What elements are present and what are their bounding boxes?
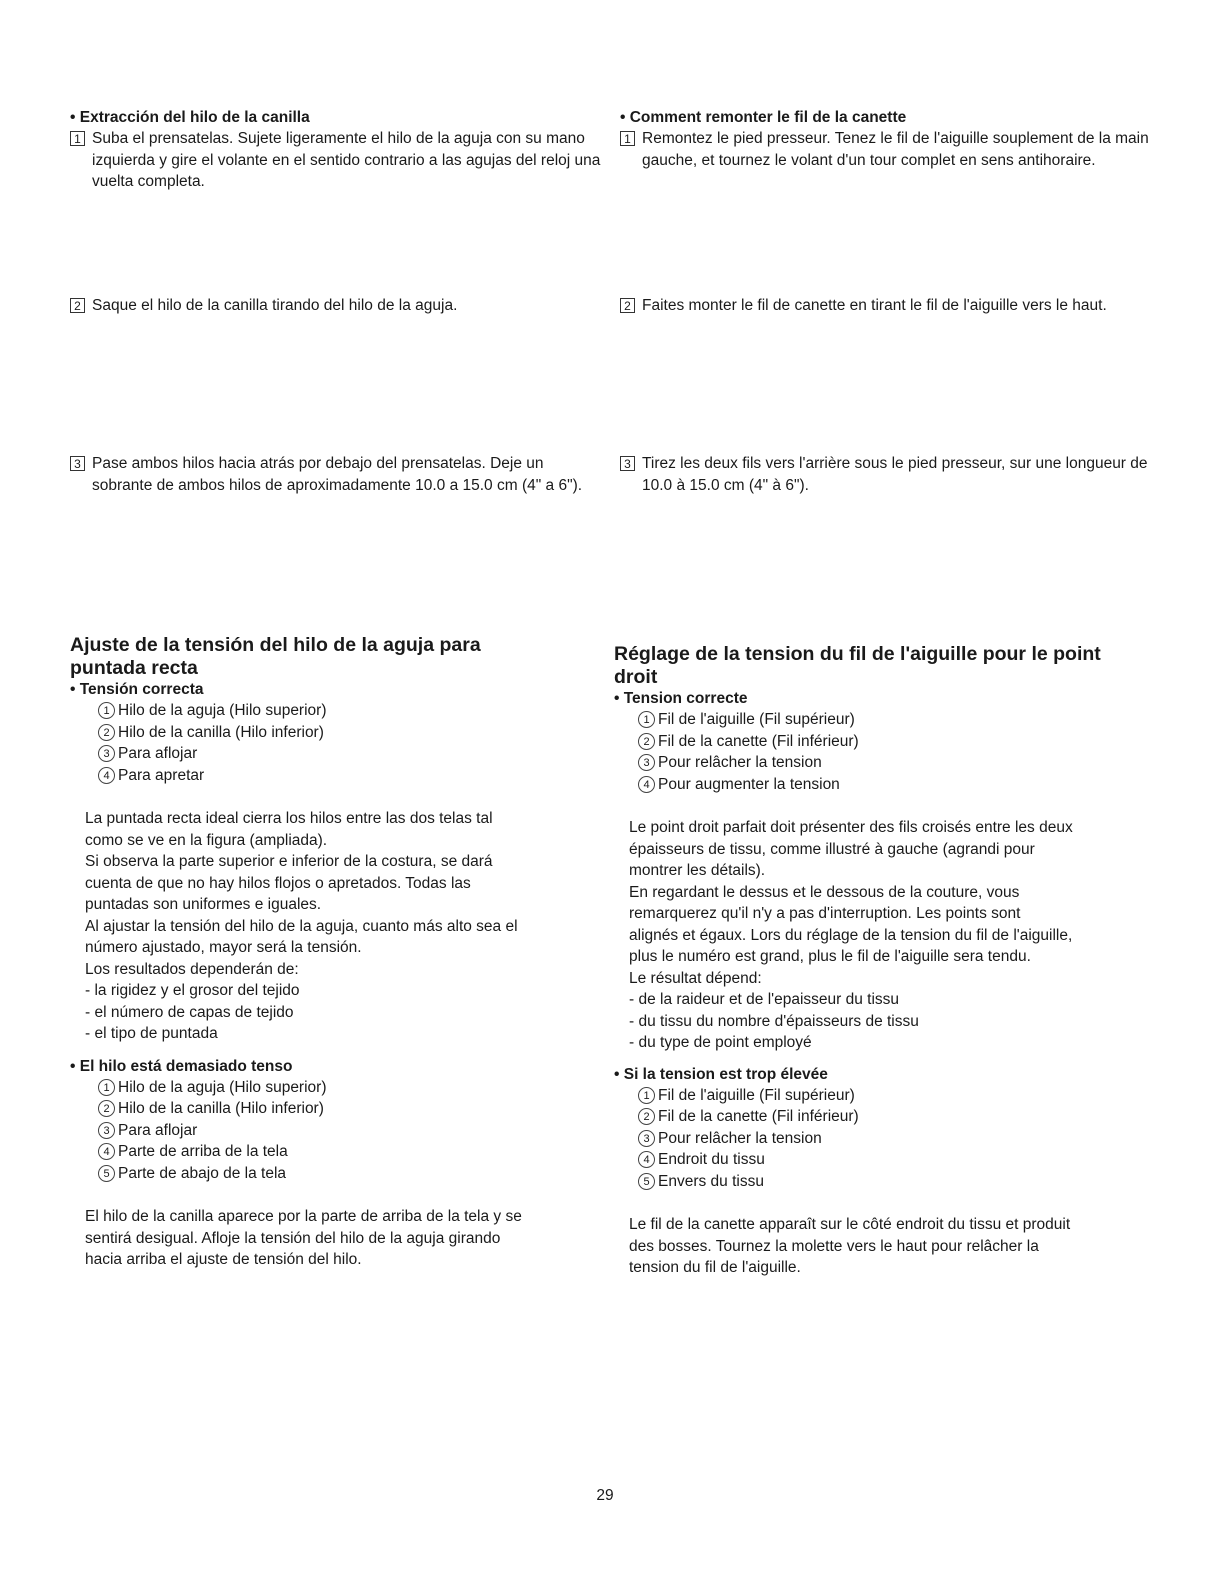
item-number-circle: 1 — [98, 1079, 115, 1096]
step-3-es-block — [70, 453, 605, 496]
item-text: Parte de arriba de la tela — [118, 1143, 288, 1160]
list-item — [98, 1077, 590, 1099]
too-tight-text-es — [70, 1206, 590, 1271]
step-text: Pase ambos hilos hacia atrás por debajo del prensatelas. Deje un sobrante de ambos hilos de aproximadamente 10.0 a 15.0 cm (4" a 6"). — [92, 455, 583, 494]
step-number-box: 1 — [620, 131, 635, 146]
list-item — [638, 1149, 1154, 1171]
paragraph-line: hacia arriba el ajuste de tensión del hilo. — [85, 1251, 362, 1268]
step-2-es-block — [70, 295, 605, 317]
paragraph-line: Le résultat dépend: — [629, 969, 762, 987]
tension-section-fr — [614, 643, 1154, 1279]
paragraph-line: La puntada recta ideal cierra los hilos entre las dos telas tal — [85, 810, 493, 827]
correct-tension-text-fr — [614, 817, 1154, 1054]
correct-tension-list-fr — [614, 709, 1154, 795]
item-text: Fil de la canette (Fil inférieur) — [658, 732, 859, 750]
list-item — [98, 1163, 590, 1185]
item-number-circle: 2 — [638, 733, 655, 750]
paragraph-line: Le fil de la canette apparaît sur le côté endroit du tissu et produit — [629, 1216, 1071, 1233]
item-number-circle: 5 — [98, 1165, 115, 1182]
paragraph-line: - du type de point employé — [629, 1034, 812, 1051]
paragraph-line: - du tissu du nombre d'épaisseurs de tissu — [629, 1012, 919, 1030]
item-number-circle: 4 — [638, 776, 655, 793]
paragraph-line: Los resultados dependerán de: — [85, 960, 299, 978]
paragraph-line: - de la raideur et de l'epaisseur du tissu — [629, 991, 900, 1008]
paragraph-line: número ajustado, mayor será la tensión. — [85, 939, 362, 956]
item-number-circle: 2 — [98, 724, 115, 741]
paragraph-line: Le point droit parfait doit présenter des fils croisés entre les deux — [629, 819, 1073, 836]
paragraph-line: épaisseurs de tissu, comme illustré à gauche (agrandi pour — [629, 840, 1035, 858]
paragraph-line: - el tipo de puntada — [85, 1025, 218, 1042]
item-number-circle: 1 — [638, 711, 655, 728]
item-number-circle: 4 — [98, 767, 115, 784]
item-number-circle: 2 — [98, 1100, 115, 1117]
item-number-circle: 1 — [98, 702, 115, 719]
section-heading-es: Ajuste de la tensión del hilo de la aguja para puntada recta — [70, 634, 481, 679]
extraction-title-fr: • Comment remonter le fil de la canette — [620, 109, 907, 126]
step-text: Suba el prensatelas. Sujete ligeramente el hilo de la aguja con su mano izquierda y gire el volante en el sentido contrario a las agujas del reloj una vuelta completa. — [92, 130, 601, 190]
tension-section-es — [70, 634, 590, 1271]
step-number-box: 2 — [620, 298, 635, 313]
paragraph-line: tension du fil de l'aiguille. — [629, 1259, 801, 1276]
item-text: Para aflojar — [118, 1121, 198, 1139]
correct-tension-text-es — [70, 808, 590, 1045]
too-tight-text-fr — [614, 1214, 1154, 1279]
paragraph-line: como se ve en la figura (ampliada). — [85, 831, 328, 849]
item-number-circle: 4 — [638, 1151, 655, 1168]
item-number-circle: 2 — [638, 1108, 655, 1125]
extraction-section-fr — [620, 108, 1155, 171]
item-text: Hilo de la canilla (Hilo inferior) — [118, 1100, 324, 1117]
paragraph-line: Al ajustar la tensión del hilo de la aguja, cuanto más alto sea el — [85, 917, 518, 935]
step-2-fr-block — [620, 295, 1155, 317]
correct-tension-title-fr: • Tension correcte — [614, 690, 748, 707]
list-item — [638, 1128, 1154, 1150]
item-text: Hilo de la aguja (Hilo superior) — [118, 1078, 327, 1096]
item-text: Para aflojar — [118, 745, 198, 762]
item-number-circle: 1 — [638, 1087, 655, 1104]
paragraph-line: remarquerez qu'il n'y a pas d'interruption. Les points sont — [629, 905, 1021, 922]
paragraph-line: El hilo de la canilla aparece por la parte de arriba de la tela y se — [85, 1208, 522, 1225]
item-number-circle: 3 — [638, 754, 655, 771]
list-item — [98, 1098, 590, 1120]
correct-tension-title-es: • Tensión correcta — [70, 681, 204, 698]
step-3-es — [70, 453, 605, 496]
paragraph-line: plus le numéro est grand, plus le fil de l'aiguille sera tendu. — [629, 948, 1031, 965]
item-text: Pour relâcher la tension — [658, 1129, 822, 1147]
list-item — [98, 700, 590, 722]
list-item — [638, 1085, 1154, 1107]
item-text: Hilo de la aguja (Hilo superior) — [118, 702, 327, 719]
step-text: Faites monter le fil de canette en tirant le fil de l'aiguille vers le haut. — [642, 297, 1107, 314]
section-heading-fr: Réglage de la tension du fil de l'aiguille pour le point droit — [614, 643, 1101, 688]
step-number-box: 2 — [70, 298, 85, 313]
item-number-circle: 3 — [98, 1122, 115, 1139]
extraction-title-es: • Extracción del hilo de la canilla — [70, 109, 310, 126]
paragraph-line: En regardant le dessus et le dessous de la couture, vous — [629, 883, 1020, 901]
item-text: Endroit du tissu — [658, 1151, 765, 1168]
step-1-es — [70, 128, 605, 193]
paragraph-line: cuenta de que no hay hilos flojos o apretados. Todas las — [85, 874, 471, 892]
step-1-fr — [620, 128, 1155, 171]
too-tight-title-fr: • Si la tension est trop élevée — [614, 1065, 828, 1083]
too-tight-list-fr — [614, 1085, 1154, 1193]
list-item — [638, 731, 1154, 753]
paragraph-line: alignés et égaux. Lors du réglage de la tension du fil de l'aiguille, — [629, 926, 1073, 944]
list-item — [98, 765, 590, 787]
list-item — [638, 774, 1154, 796]
step-text: Remontez le pied presseur. Tenez le fil de l'aiguille souplement de la main gauche, et tournez le volant d'un tour complet en sens antihoraire. — [642, 130, 1149, 169]
item-number-circle: 3 — [638, 1130, 655, 1147]
item-text: Envers du tissu — [658, 1172, 764, 1190]
paragraph-line: montrer les détails). — [629, 862, 766, 879]
step-number-box: 3 — [620, 456, 635, 471]
paragraph-line: sentirá desigual. Afloje la tensión del hilo de la aguja girando — [85, 1229, 501, 1247]
step-number-box: 3 — [70, 456, 85, 471]
extraction-section-es — [70, 108, 605, 193]
item-text: Parte de abajo de la tela — [118, 1164, 287, 1182]
paragraph-line: - la rigidez y el grosor del tejido — [85, 982, 300, 999]
paragraph-line: Si observa la parte superior e inferior de la costura, se dará — [85, 853, 493, 870]
list-item — [638, 709, 1154, 731]
item-text: Pour relâcher la tension — [658, 754, 822, 771]
step-number-box: 1 — [70, 131, 85, 146]
list-item — [638, 1106, 1154, 1128]
paragraph-line: puntadas son uniformes e iguales. — [85, 896, 322, 913]
list-item — [98, 722, 590, 744]
item-number-circle: 3 — [98, 745, 115, 762]
step-3-fr — [620, 453, 1155, 496]
list-item — [98, 1141, 590, 1163]
paragraph-line: des bosses. Tournez la molette vers le haut pour relâcher la — [629, 1237, 1039, 1255]
list-item — [98, 743, 590, 765]
step-2-fr — [620, 295, 1155, 317]
item-number-circle: 4 — [98, 1143, 115, 1160]
step-text: Saque el hilo de la canilla tirando del hilo de la aguja. — [92, 297, 458, 314]
item-text: Para apretar — [118, 766, 205, 784]
step-2-es — [70, 295, 605, 317]
step-text: Tirez les deux fils vers l'arrière sous le pied presseur, sur une longueur de 10.0 à 15.0 cm (4" à 6"). — [642, 455, 1148, 494]
item-text: Hilo de la canilla (Hilo inferior) — [118, 723, 324, 741]
list-item — [98, 1120, 590, 1142]
list-item — [638, 752, 1154, 774]
item-text: Fil de l'aiguille (Fil supérieur) — [658, 711, 855, 728]
item-text: Fil de la canette (Fil inférieur) — [658, 1108, 859, 1125]
too-tight-list-es — [70, 1077, 590, 1185]
correct-tension-list-es — [70, 700, 590, 786]
too-tight-title-es: • El hilo está demasiado tenso — [70, 1057, 293, 1075]
list-item — [638, 1171, 1154, 1193]
item-text: Pour augmenter la tension — [658, 775, 840, 793]
item-text: Fil de l'aiguille (Fil supérieur) — [658, 1086, 855, 1104]
paragraph-line: - el número de capas de tejido — [85, 1003, 294, 1021]
item-number-circle: 5 — [638, 1173, 655, 1190]
step-3-fr-block — [620, 453, 1155, 496]
page-number: 29 — [596, 1487, 614, 1504]
